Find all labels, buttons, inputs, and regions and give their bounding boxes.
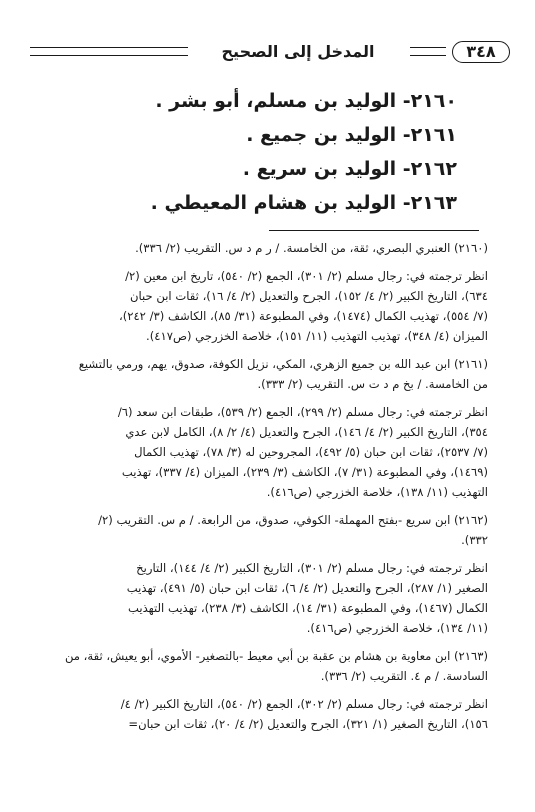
footnote-2163 bbox=[42, 646, 488, 686]
footnotes bbox=[42, 238, 488, 734]
entry-2160: ٢١٦٠- الوليد بن مسلم، أبو بشر . bbox=[155, 90, 457, 112]
footnote-line: (١١/ ١٣٤)، خلاصة الخزرجي (ص٤١٦). bbox=[306, 621, 488, 635]
footnote-line: (٢١٦٠) العنبري البصري، ثقة، من الخامسة. / ر م د س. التقريب (٢/ ٣٣٦). bbox=[135, 241, 488, 255]
footnote-line: ٣٥٤)، التاريخ الكبير (٢/ ٤/ ١٤٦)، الجرح والتعديل (٤/ ٢/ ٨)، الكامل لابن عدي bbox=[125, 425, 488, 439]
entry-2163: ٢١٦٣- الوليد بن هشام المعيطي . bbox=[150, 192, 457, 214]
footnote-2162-refs bbox=[42, 558, 488, 638]
footnote-line: انظر ترجمته في: رجال مسلم (٢/ ٣٠١)، الجمع (٢/ ٥٤٠)، تاريخ ابن معين (٢/ bbox=[125, 269, 488, 283]
footnote-line: (٢١٦١) ابن عبد الله بن جميع الزهري، المكي، نزيل الكوفة، صدوق، يهم، ورمي بالتشيع bbox=[78, 357, 488, 371]
footnote-line: ٣٣٢). bbox=[461, 533, 488, 547]
entry-2162: ٢١٦٢- الوليد بن سريع . bbox=[242, 158, 457, 180]
footnote-line: من الخامسة. / بخ م د ت س. التقريب (٢/ ٣٣٣). bbox=[257, 377, 488, 391]
footnote-line: (٢١٦٢) ابن سريع -بفتح المهملة- الكوفي، صدوق، من الرابعة. / م س. التقريب (٢/ bbox=[98, 513, 488, 527]
header-rule-right bbox=[410, 47, 446, 56]
footnote-line: التهذيب (١١/ ١٣٨)، خلاصة الخزرجي (ص٤١٦). bbox=[266, 485, 488, 499]
footnote-2161 bbox=[42, 354, 488, 394]
footnote-line: ٦٣٤)، التاريخ الكبير (٢/ ٤/ ١٥٢)، الجرح والتعديل (٢/ ٤/ ١٦)، ثقات ابن حبان bbox=[129, 289, 488, 303]
footnote-2160-refs bbox=[42, 266, 488, 346]
footnote-line: انظر ترجمته في: رجال مسلم (٢/ ٣٠١)، التاريخ الكبير (٢/ ٤/ ١٤٤)، التاريخ bbox=[136, 561, 488, 575]
footnote-line: ١٥٦)، التاريخ الصغير (١/ ٣٢١)، الجرح والتعديل (٢/ ٤/ ٢٠)، ثقات ابن حبان= bbox=[128, 717, 488, 731]
footnote-line: (٧/ ٢٥٣٧)، ثقات ابن حبان (٥/ ٤٩٢)، المجروحين له (٣/ ٧٨)، تهذيب الكمال bbox=[134, 445, 488, 459]
entry-list bbox=[137, 84, 457, 220]
page-header bbox=[30, 38, 510, 68]
footnote-2162 bbox=[42, 510, 488, 550]
footnote-line: (٢١٦٣) ابن معاوية بن هشام بن عقبة بن أبي معيط -بالتصغير- الأموي، أبو يعيش، ثقة، من bbox=[64, 649, 488, 663]
footnote-line: انظر ترجمته في: رجال مسلم (٢/ ٣٠٢)، الجمع (٢/ ٥٤٠)، التاريخ الكبير (٢/ ٤/ bbox=[120, 697, 488, 711]
header-rule-left bbox=[30, 47, 188, 56]
running-title: المدخل إلى الصحيح bbox=[221, 42, 375, 61]
footnote-2163-refs bbox=[42, 694, 488, 734]
footnote-separator bbox=[269, 230, 479, 231]
footnote-line: (٧/ ٥٥٤)، تهذيب الكمال (١٤٧٤)، وفي المطبوعة (٣١/ ٨٥)، الكاشف (٣/ ٢٤٢)، bbox=[118, 309, 488, 323]
footnote-2160 bbox=[42, 238, 488, 258]
footnote-line: الصغير (١/ ٢٨٧)، الجرح والتعديل (٢/ ٤/ ٦)، ثقات ابن حبان (٥/ ٤٩١)، تهذيب bbox=[126, 581, 488, 595]
footnote-line: (١٤٦٩)، وفي المطبوعة (٣١/ ٧)، الكاشف (٣/ ٢٣٩)، الميزان (٤/ ٣٣٧)، تهذيب bbox=[121, 465, 488, 479]
footnote-line: انظر ترجمته في: رجال مسلم (٢/ ٢٩٩)، الجمع (٢/ ٥٣٩)، طبقات ابن سعد (٦/ bbox=[117, 405, 488, 419]
entry-2161: ٢١٦١- الوليد بن جميع . bbox=[246, 124, 457, 146]
footnote-2161-refs bbox=[42, 402, 488, 502]
footnote-line: الكمال (١٤٦٧)، وفي المطبوعة (٣١/ ١٤)، الكاشف (٣/ ٢٣٨)، تهذيب التهذيب bbox=[127, 601, 488, 615]
page-number: ٣٤٨ bbox=[452, 41, 510, 63]
footnote-line: السادسة. / م ٤. التقريب (٢/ ٣٣٦). bbox=[320, 669, 488, 683]
footnote-line: الميزان (٤/ ٣٤٨)، تهذيب التهذيب (١١/ ١٥١)، خلاصة الخزرجي (ص٤١٧). bbox=[146, 329, 488, 343]
